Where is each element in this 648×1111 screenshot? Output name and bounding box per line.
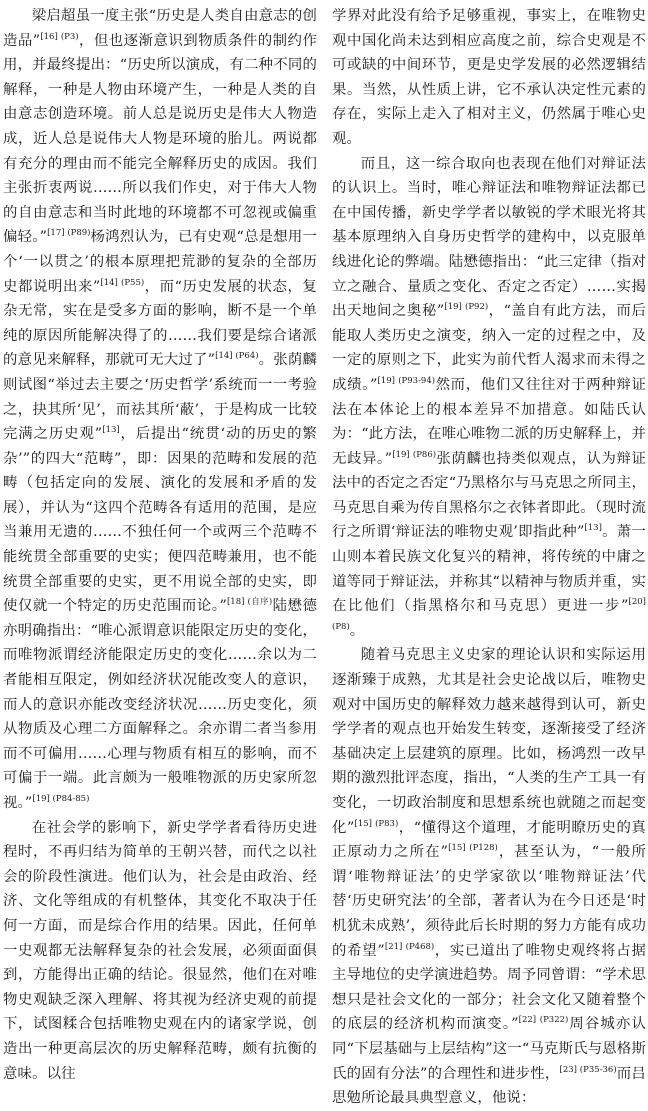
- body-paragraph: [332, 643, 646, 1110]
- paragraph-text: 陆懋德亦明确指出：“唯心派谓意识能限定历史的变化，而唯物派谓经济能限定历史的变化……余以为二者能相互限定，例如经济状况能改变人的意识，而人的意识亦能改变经济状况……历史变化，须从物质及心理二方面解释之。余亦谓二者当参用而不可偏用……心理与物质有相互的影响，而不可偏于一端。此言颇为一般唯物派的历史家所忽视。”: [3, 598, 317, 811]
- citation-reference: [22] (P322): [518, 1015, 569, 1026]
- body-paragraph: [332, 152, 646, 644]
- paragraph-text: ，“盖自有此方法，而后能取人类历史之演变，纳入一定的过程之中，及一定的原则之下，此实为前代哲人渴求而未得之成绩。”: [332, 303, 646, 393]
- paragraph-text: 。张荫麟则试图“举过去主要之‘历史哲学’系统而一一考验之，抉其所‘见’，而祛其所‘蔽’，于是构成一比较完满之历史观”: [3, 352, 317, 443]
- paragraph-text: ，甚至认为，“一般所谓‘唯物辩证法’的史学家欲以‘唯物辩证法’代替‘历史研究法’的全部，著者认为在今日还是‘时机犹未成熟’，须待此后长时期的努力方能有成功的希望”: [332, 844, 646, 959]
- citation-reference: [23] (P35-36): [559, 1064, 617, 1075]
- citation-reference: [20] (P8): [332, 597, 646, 633]
- paragraph-text: ，“懂得这个道理，才能明瞭历史的真正原动力之所在”: [332, 819, 646, 861]
- body-paragraph: [332, 4, 646, 152]
- paragraph-text: 。: [349, 622, 365, 639]
- citation-reference: [14] (P55): [100, 277, 145, 288]
- paragraph-text: 而且，这一综合取向也表现在他们对辩证法的认识上。当时，唯心辩证法和唯物辩证法都已在中国传播，新史学学者以敏锐的学术眼光将其基本原理纳入自身历史哲学的建构中，以克服单线进化论的弊端。陆懋德指出：“此三定律（指对立之融合、量质之变化、否定之否定）……实揭出天地间之奥秘”: [332, 155, 646, 320]
- body-paragraph: [3, 816, 317, 1087]
- paragraph-text: ，但也逐渐意识到物质条件的制约作用，并最终提出：“历史所以演成，有二种不同的解释，一种是人物由环境产生，一种是人类的自由意志创造环境。前人总是说历史是伟大人物造成，近人总是说伟大人物是环境的胎儿。两说都有充分的理由而不能完全解释历史的成因。我们主张折衷两说……所以我们作史，对于伟大人物的自由意志和当时此地的环境都不可忽视或偏重偏轻。”: [3, 32, 317, 246]
- citation-reference: [19] (P92): [444, 302, 489, 313]
- left-column: [3, 4, 317, 1086]
- paragraph-text: 。萧一山则本着民族文化复兴的精神，将传统的中庸之道等同于辩证法，并称其“以精神与物质并重，实在比他们（指黑格尔和马克思）更进一步”: [332, 524, 647, 615]
- paragraph-text: 而吕思勉所论最具典型意义，他说：: [332, 1065, 646, 1107]
- paragraph-text: 随着马克思主义史家的理论认识和实际运用逐渐臻于成熟，尤其是社会史论战以后，唯物史观对中国历史的解释效力越来越得到认可，新史学学者的观点也开始发生转变，逐渐接受了经济基础决定上层建筑的原理。比如，杨鸿烈一改早期的激烈批评态度，指出，“人类的生产工具一有变化，一切政治制度和思想系统也就随之而起变化”: [332, 647, 646, 836]
- citation-reference: [17] (P89): [47, 228, 91, 239]
- right-column: [332, 4, 646, 1111]
- body-paragraph: [3, 4, 317, 816]
- citation-reference: [19] (P86): [392, 449, 437, 460]
- citation-reference: [13]: [584, 523, 602, 534]
- citation-reference: [19] (P84-85): [32, 794, 90, 805]
- paragraph-text: 杨鸿烈认为，已有史观“总是想用一个‘一以贯之’的根本原理把荒渺的复杂的全部历史都说明出来”: [3, 229, 317, 295]
- paragraph-text: ，实已道出了唯物史观终将占据主导地位的史学演进趋势。周予同曾谓：“学术思想只是社会文化的一部分；社会文化又随着整个的底层的经济机构而演变。”: [332, 942, 646, 1033]
- paragraph-text: ，后提出“统贯‘动的历史的繁杂’”的四大“范畴”，即：因果的范畴和发展的范畴（包括定向的发展、演化的发展和矛盾的发展），并认为“这四个范畴各有适用的范围，是应当兼用无遗的……不独任何一个或两三个范畴不能统贯全部重要的史实；便四范畴兼用，也不能统贯全部重要的史实，更不用说全部的史实，即使仅就一个特定的历史范围而论。”: [3, 426, 317, 615]
- citation-reference: [16] (P3): [40, 31, 79, 42]
- paragraph-text: 学界对此没有给予足够重视，事实上，在唯物史观中国化尚未达到相应高度之前，综合史观是不可或缺的中间环节，更是史学发展的必然逻辑结果。当然，从性质上讲，它不承认决定性元素的存在，实际上走入了相对主义，仍然属于唯心史观。: [332, 8, 646, 147]
- paragraph-text: 周谷城亦认同“下层基础与上层结构”这一“马克斯氏与恩格斯氏的固有分法”的合理性和进步性，: [332, 1016, 646, 1082]
- citation-reference: [13]: [102, 425, 120, 436]
- citation-reference: [15] (P83): [354, 818, 399, 829]
- paragraph-text: 在社会学的影响下，新史学学者看待历史进程时，不再归结为简单的王朝兴替，而代之以社会的阶段性演进。他们认为，社会是由政治、经济、文化等组成的有机整体，其变化不取决于任何一方面，而是综合作用的结果。因此，任何单一史观都无法解释复杂的社会发展，必须面面俱到，方能得出正确的结论。很显然，他们在对唯物史观缺乏深入理解、将其视为经济史观的前提下，试图糅合包括唯物史观在内的诸家学说，创造出一种更高层次的历史解释范畴，颇有抗衡的意味。以往: [3, 819, 317, 1082]
- citation-reference: [19] (P93-94): [377, 376, 436, 387]
- citation-reference: [18] (自序): [226, 597, 273, 608]
- paragraph-text: 张荫麟也持类似观点，认为辩证法中的否定之否定“乃黑格尔与马克思之所同主，马克思自乘为传自黑格尔之衣钵者即此。（现时流行之所谓‘辩证法的唯物史观’即指此种”: [332, 450, 646, 541]
- citation-reference: [21] (P468): [384, 941, 435, 952]
- paragraph-text: 梁启超虽一度主张“历史是人类自由意志的创造品”: [3, 8, 317, 49]
- citation-reference: [14] (P64): [215, 351, 259, 362]
- paragraph-text: 然而，他们又往往对于两种辩证法在本体论上的根本差异不加措意。如陆氏认为：“此方法，在唯心唯物二派的历史解释上，并无歧异。”: [332, 376, 646, 467]
- paragraph-text: ，而“历史发展的状态，复杂无常，实在是受多方面的影响，断不是一个单纯的原因所能解决得了的……我们要是综合诸派的意见来解释，那就可无大过了”: [3, 278, 317, 369]
- citation-reference: [15] (P128): [448, 843, 498, 854]
